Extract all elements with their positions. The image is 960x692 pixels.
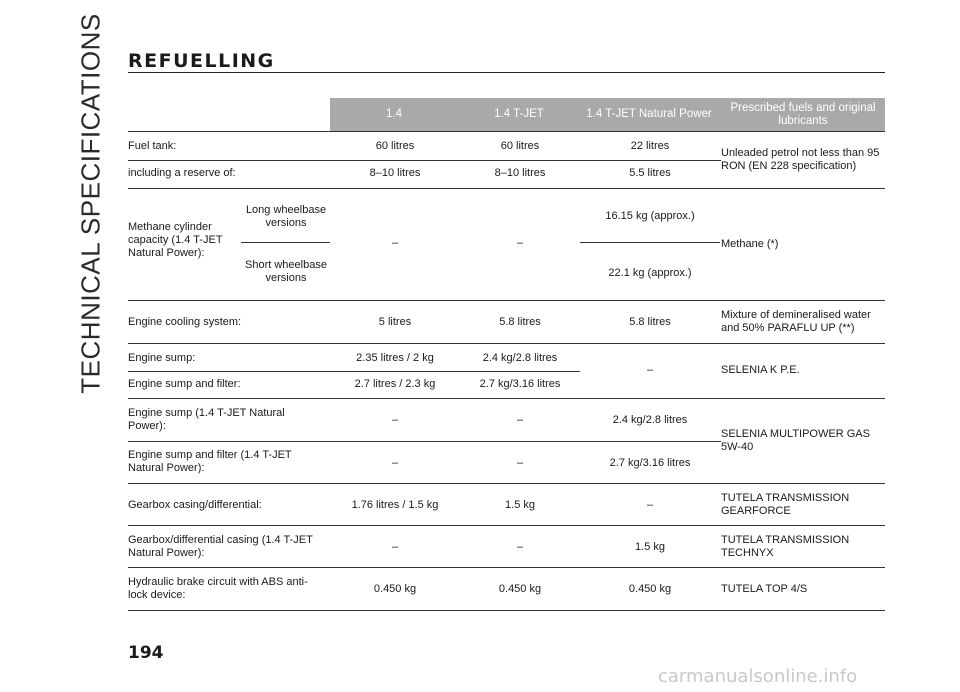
brake-value-1: 0.450 kg (373, 582, 417, 595)
methane-value-1: – (391, 236, 399, 249)
row-divider (128, 371, 580, 372)
gearbox-np-value-3: 1.5 kg (635, 540, 665, 553)
row-divider (128, 610, 885, 611)
header-fuels-lubricants: Prescribed fuels and original lubricants (730, 101, 876, 127)
sump-label: Engine sump: (128, 351, 196, 364)
row-divider (128, 567, 885, 568)
sump-np-value-3: 2.4 kg/2.8 litres (612, 413, 688, 426)
header-1-4-tjet: 1.4 T-JET (494, 108, 544, 120)
brake-fluid: TUTELA TOP 4/S (721, 582, 808, 595)
fuel-tank-value-1: 60 litres (375, 139, 415, 152)
side-section-title (71, 13, 111, 394)
fuel-tank-value-2: 60 litres (500, 139, 540, 152)
sump-filter-label: Engine sump and filter: (128, 377, 241, 390)
row-divider (128, 160, 721, 161)
cooling-value-2: 5.8 litres (499, 315, 541, 328)
sump-filter-np-value-1: – (391, 456, 399, 469)
brake-value-3: 0.450 kg (628, 582, 672, 595)
cooling-value-1: 5 litres (378, 315, 412, 328)
sump-np-label: Engine sump (1.4 T-JET Natural Power): (128, 407, 285, 432)
row-divider (128, 398, 885, 399)
row-divider (128, 131, 885, 132)
reserve-value-3: 5.5 litres (629, 166, 671, 179)
row-divider (128, 343, 885, 344)
reserve-value-2: 8–10 litres (494, 166, 546, 179)
row-divider (128, 441, 721, 442)
reserve-value-1: 8–10 litres (369, 166, 421, 179)
sump-np-value-2: – (516, 413, 524, 426)
methane-label: Methane cylinder capacity (1.4 T-JET Natural Power): (128, 220, 223, 259)
row-divider (128, 483, 885, 484)
gearbox-np-value-2: – (516, 540, 524, 553)
row-divider (128, 188, 885, 189)
header-1-4: 1.4 (386, 108, 402, 120)
page-heading: REFUELLING (128, 50, 275, 72)
heading-rule (128, 72, 885, 73)
gearbox-label: Gearbox casing/differential: (128, 498, 262, 511)
sub-divider (580, 242, 720, 243)
sump-np-value-1: – (391, 413, 399, 426)
gearbox-np-label: Gearbox/differential casing (1.4 T-JET Natural Power): (128, 534, 313, 559)
methane-long-value: 16.15 kg (approx.) (605, 209, 695, 222)
side-section-title-text: TECHNICAL SPECIFICATIONS (75, 13, 106, 394)
gearbox-np-value-1: – (391, 540, 399, 553)
sump-value-2: 2.4 kg/2.8 litres (482, 351, 558, 364)
cooling-value-3: 5.8 litres (629, 315, 671, 328)
sump-fluid: SELENIA K P.E. (721, 363, 800, 376)
sump-filter-np-value-2: – (516, 456, 524, 469)
sump-value-3: – (646, 363, 654, 376)
row-divider (128, 300, 885, 301)
gearbox-value-1: 1.76 litres / 1.5 kg (351, 498, 439, 511)
row-divider (128, 525, 885, 526)
methane-short-wheelbase: Short wheelbase versions (245, 259, 327, 284)
reserve-label: including a reserve of: (128, 166, 236, 179)
page-number: 194 (128, 643, 164, 663)
fuel-tank-fluid: Unleaded petrol not less than 95 RON (EN 228 specification) (721, 147, 880, 172)
methane-value-2: – (516, 236, 524, 249)
sump-filter-np-label: Engine sump and filter (1.4 T-JET Natural Power): (128, 449, 292, 474)
methane-short-value: 22.1 kg (approx.) (608, 266, 692, 279)
gearbox-value-3: – (646, 498, 654, 511)
brake-value-2: 0.450 kg (498, 582, 542, 595)
gearbox-np-fluid: TUTELA TRANSMISSION TECHNYX (721, 534, 850, 559)
np-oil-fluid: SELENIA MULTIPOWER GAS 5W-40 (721, 428, 870, 453)
brake-label: Hydraulic brake circuit with ABS anti-lock device: (128, 576, 308, 601)
sub-divider (241, 242, 330, 243)
gearbox-value-2: 1.5 kg (505, 498, 535, 511)
methane-long-wheelbase: Long wheelbase versions (245, 204, 327, 229)
header-natural-power: 1.4 T-JET Natural Power (586, 108, 712, 120)
sump-filter-np-value-3: 2.7 kg/3.16 litres (609, 456, 691, 469)
methane-fluid: Methane (*) (721, 237, 779, 250)
cooling-fluid: Mixture of demineralised water and 50% PARAFLU UP (**) (721, 309, 871, 334)
sump-filter-value-1: 2.7 litres / 2.3 kg (354, 377, 436, 390)
gearbox-fluid: TUTELA TRANSMISSION GEARFORCE (721, 492, 850, 517)
sump-value-1: 2.35 litres / 2 kg (356, 351, 434, 364)
watermark: carmanualsonline.info (658, 666, 858, 687)
cooling-label: Engine cooling system: (128, 315, 242, 328)
sump-filter-value-2: 2.7 kg/3.16 litres (479, 377, 561, 390)
fuel-tank-label: Fuel tank: (128, 139, 177, 152)
fuel-tank-value-3: 22 litres (630, 139, 670, 152)
